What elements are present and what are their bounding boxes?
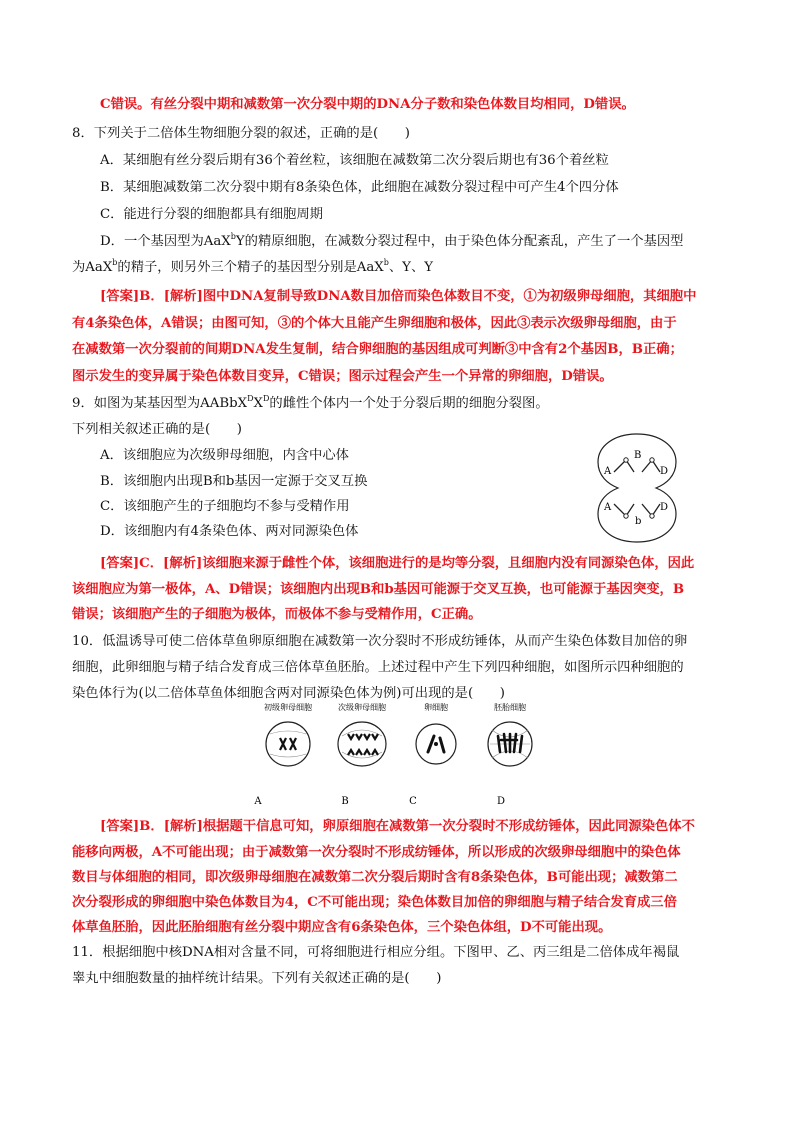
- q9-stem-text3: 的雌性个体内一个处于分裂后期的细胞分裂图。: [269, 396, 549, 411]
- q11-stem-line: 11．根据细胞中核DNA相对含量不同，可将细胞进行相应分组。下图甲、乙、丙三组是二倍体成年褐鼠: [72, 945, 680, 960]
- q9-dividing-cell-figure: [596, 432, 678, 544]
- q8-option-a: A．某细胞有丝分裂后期有36个着丝粒，该细胞在减数第二次分裂后期也有36个着丝粒: [100, 153, 609, 168]
- q8-option-d-text1: D．一个基因型为AaX: [100, 234, 231, 249]
- q9-stem-sup2: D: [262, 394, 270, 403]
- q10-answer-line: 数目与体细胞的相同，即次级卵母细胞在减数第二次分裂后期时含有8条染色体，B可能出现；减数第二: [72, 870, 678, 885]
- q8-option-b: B．某细胞减数第二次分裂中期有8条染色体，此细胞在减数分裂过程中可产生4个四分体: [100, 180, 619, 195]
- q8-option-c: C．能进行分裂的细胞都具有细胞周期: [100, 207, 323, 222]
- q9-stem: [72, 395, 734, 412]
- cell-title: 初级卵母细胞: [264, 703, 312, 712]
- cell-title: 次级卵母细胞: [338, 703, 386, 712]
- q10-four-cells-figure: [250, 700, 550, 810]
- q8-option-d-cont-text3: 、Y、Y: [388, 260, 434, 275]
- q10-answer-line: 体草鱼胚胎，因此胚胎细胞有丝分裂中期应含有6条染色体，三个染色体组，D不可能出现。: [72, 920, 612, 935]
- option-letter: C: [409, 796, 417, 807]
- q9-option-d: D．该细胞内有4条染色体、两对同源染色体: [100, 524, 359, 539]
- cell-d-embryo: [488, 722, 532, 766]
- gene-label: D: [660, 502, 669, 513]
- q8-option-d-cont-text1: 为AaX: [72, 260, 113, 275]
- q9-stem-line2: 下列相关叙述正确的是( ): [72, 422, 242, 437]
- q8-option-d-cont-sup1: b: [112, 258, 118, 267]
- gene-label: b: [635, 516, 642, 527]
- prev-answer-tail: C错误。有丝分裂中期和减数第一次分裂中期的DNA分子数和染色体数目均相同，D错误。: [100, 97, 635, 112]
- q9-stem-sup1: D: [247, 394, 254, 403]
- q8-answer-line: 图示发生的变异属于染色体数目变异，C错误；图示过程会产生一个异常的卵细胞，D错误。: [72, 369, 613, 384]
- q8-option-d-sup1: b: [230, 232, 236, 241]
- cell-a-primary-oocyte: [266, 722, 310, 766]
- q9-answer-line: 错误；该细胞产生的子细胞为极体，而极体不参与受精作用，C正确。: [72, 607, 482, 622]
- gene-label: A: [604, 466, 612, 477]
- q10-answer-line: 能移向两极，A不可能出现；由于减数第一次分裂时不形成纺锤体，所以形成的次级卵母细胞中的染色体: [72, 845, 681, 860]
- q9-answer-line: 该细胞应为第一极体，A、D错误；该细胞内出现B和b基因可能源于交叉互换，也可能源于基因突变，B: [72, 582, 685, 597]
- centromere-upper-right: [650, 458, 654, 462]
- q10-stem-line: 染色体行为(以二倍体草鱼体细胞含两对同源染色体为例)可出现的是( ): [72, 686, 505, 701]
- q9-stem-text1: 9．如图为某基因型为AABbX: [72, 396, 248, 411]
- q8-answer-line: 有4条染色体，A错误；由图可知，③的个体大且能产生卵细胞和极体，因此③表示次级卵母细胞，由于: [72, 316, 677, 331]
- option-letter: D: [496, 796, 506, 807]
- q8-option-d-text2: Y的精原细胞，在减数分裂过程中，由于染色体分配紊乱，产生了一个基因型: [235, 234, 684, 249]
- q9-option-c: C．该细胞产生的子细胞均不参与受精作用: [100, 499, 350, 514]
- gene-label: D: [660, 466, 669, 477]
- q9-stem-text2: X: [253, 396, 263, 411]
- q9-option-b: B．该细胞内出现B和b基因一定源于交叉互换: [100, 474, 368, 489]
- centromere-upper-left: [624, 458, 628, 462]
- cell-title: 卵细胞: [424, 703, 448, 712]
- cell-c-egg: [416, 724, 456, 764]
- centromere-lower-right: [650, 514, 654, 518]
- q10-answer-line: 次分裂形成的卵细胞中染色体数目为4，C不可能出现；染色体数目加倍的卵细胞与精子结合发育成三倍: [72, 895, 677, 910]
- q8-option-d-cont-text2: 的精子，则另外三个精子的基因型分别是AaX: [117, 260, 384, 275]
- q10-stem-line: 10．低温诱导可使二倍体草鱼卵原细胞在减数第一次分裂时不形成纺锤体，从而产生染色体数目加倍的卵: [72, 634, 688, 649]
- q8-option-d-cont-sup2: b: [383, 258, 389, 267]
- q8-option-d-cont: [72, 259, 734, 276]
- q11-stem-line: 睾丸中细胞数量的抽样统计结果。下列有关叙述正确的是( ): [72, 971, 442, 986]
- q8-answer-line: 在减数第一次分裂前的间期DNA发生复制，结合卵细胞的基因组成可判断③中含有2个基因B，B正确；: [72, 342, 683, 357]
- option-letter: B: [341, 796, 349, 807]
- cell-title: 胚胎细胞: [494, 703, 526, 712]
- q10-stem-line: 细胞，此卵细胞与精子结合发育成三倍体草鱼胚胎。上述过程中产生下列四种细胞，如图所示四种细胞的: [72, 660, 684, 675]
- centromere-lower-left: [624, 514, 628, 518]
- q10-answer-line: [答案]B．[解析]根据题干信息可知，卵原细胞在减数第一次分裂时不形成纺锤体，因此同源染色体不: [100, 819, 695, 834]
- q9-option-a: A．该细胞应为次级卵母细胞，内含中心体: [100, 448, 349, 463]
- q8-answer-line: [答案]B．[解析]图中DNA复制导致DNA数目加倍而染色体数目不变，①为初级卵母细胞，其细胞中: [100, 289, 697, 304]
- gene-label: B: [634, 450, 642, 461]
- cell-b-secondary-oocyte: [338, 722, 386, 766]
- q8-option-d: [100, 233, 762, 250]
- option-letter: A: [254, 796, 262, 807]
- q8-stem: 8．下列关于二倍体生物细胞分裂的叙述，正确的是( ): [72, 126, 410, 141]
- gene-label: A: [604, 502, 612, 513]
- q9-answer-line: [答案]C．[解析]该细胞来源于雌性个体，该细胞进行的是均等分裂，且细胞内没有同源染色体，因此: [100, 556, 695, 571]
